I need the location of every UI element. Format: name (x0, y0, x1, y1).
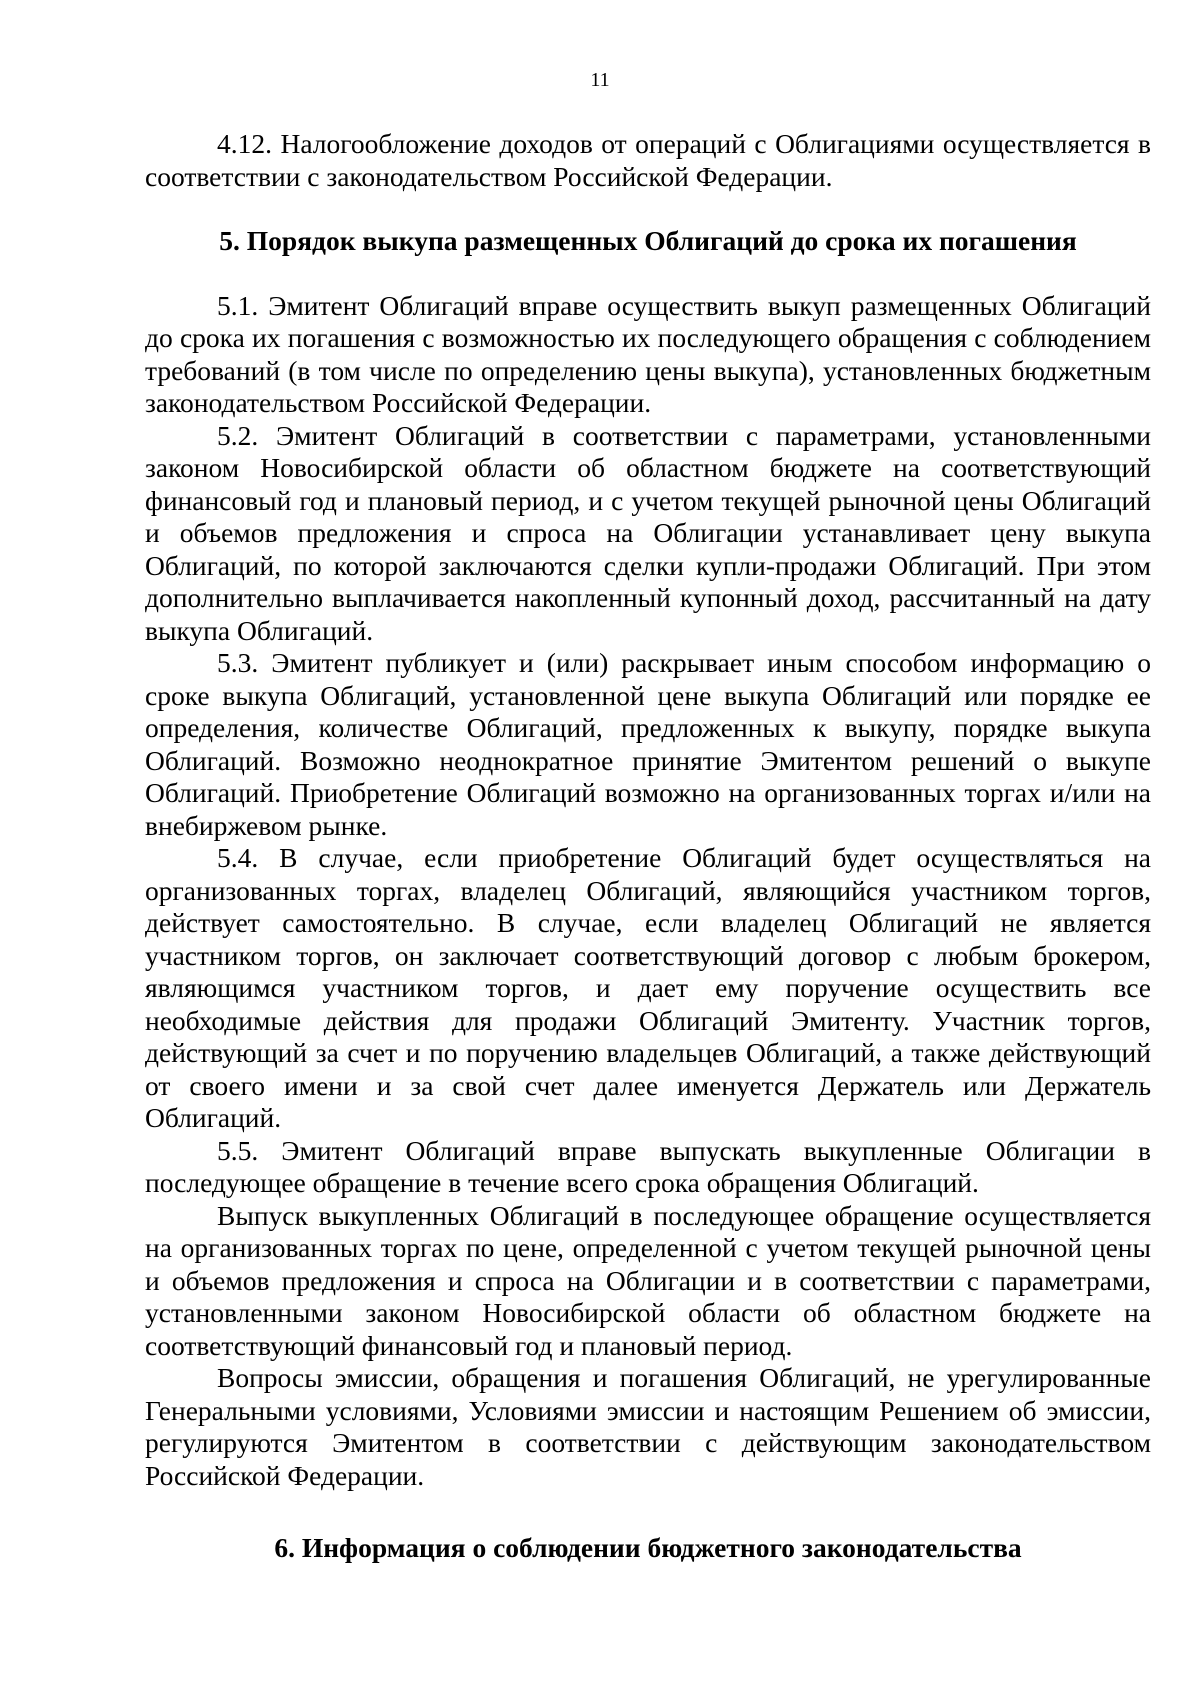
section-5-body (145, 290, 1151, 1493)
page-number: 11 (590, 69, 610, 91)
paragraph-5-5: 5.5. Эмитент Облигаций вправе выпускать выкупленные Облигации в последующее обращение в течение всего срока обращения Облигаций. (145, 1134, 1151, 1198)
paragraph-5-4: 5.4. В случае, если приобретение Облигаций будет осуществляться на организованных торгах, владелец Облигаций, являющийся участником торгов, действует самостоятельно. В случае, если владелец Облигаций не является участником торгов, он заключает соответствующий договор с любым брокером, являющимся участником торгов, и дает ему поручение осуществить все необходимые действия для продажи Облигаций Эмитенту. Участник торгов, действующий за счет и по поручению владельцев Облигаций, а также действующий от своего имени и за свой счет далее именуется Держатель или Держатель Облигаций. (145, 842, 1151, 1133)
paragraph-4-12: 4.12. Налогообложение доходов от операций с Облигациями осуществляется в соответствии с законодательством Российской Федерации. (145, 128, 1151, 192)
paragraph-5-1: 5.1. Эмитент Облигаций вправе осуществить выкуп размещенных Облигаций до срока их погашения с возможностью их последующего обращения с соблюдением требований (в том числе по определению цены выкупа), установленных бюджетным законодательством Российской Федерации. (145, 289, 1151, 418)
section-5-heading: 5. Порядок выкупа размещенных Облигаций до срока их погашения (219, 225, 1077, 256)
section-6-heading: 6. Информация о соблюдении бюджетного законодательства (274, 1532, 1022, 1563)
paragraph-5-3: 5.3. Эмитент публикует и (или) раскрывает иным способом информацию о сроке выкупа Облигаций, установленной цене выкупа Облигаций или порядке ее определения, количестве Облигаций, предложенных к выкупу, порядке выкупа Облигаций. Возможно неоднократное принятие Эмитентом решений о выкупе Облигаций. Приобретение Облигаций возможно на организованных торгах и/или на внебиржевом рынке. (145, 647, 1151, 841)
paragraph-5-2: 5.2. Эмитент Облигаций в соответствии с параметрами, установленными законом Новосибирской области об областном бюджете на соответствующий финансовый год и плановый период, и с учетом текущей рыночной цены Облигаций и объемов предложения и спроса на Облигации устанавливает цену выкупа Облигаций, по которой заключаются сделки купли-продажи Облигаций. При этом дополнительно выплачивается накопленный купонный доход, рассчитанный на дату выкупа Облигаций. (145, 419, 1151, 646)
paragraph-unregulated-issues: Вопросы эмиссии, обращения и погашения Облигаций, не урегулированные Генеральными условиями, Условиями эмиссии и настоящим Решением об эмиссии, регулируются Эмитентом в соответствии с действующим законодательством Российской Федерации. (145, 1362, 1151, 1491)
paragraph-reissue: Выпуск выкупленных Облигаций в последующее обращение осуществляется на организованных торгах по цене, определенной с учетом текущей рыночной цены и объемов предложения и спроса на Облигации и в соответствии с параметрами, установленными законом Новосибирской области об областном бюджете на соответствующий финансовый год и плановый период. (145, 1199, 1151, 1361)
document-body (145, 128, 1151, 1565)
